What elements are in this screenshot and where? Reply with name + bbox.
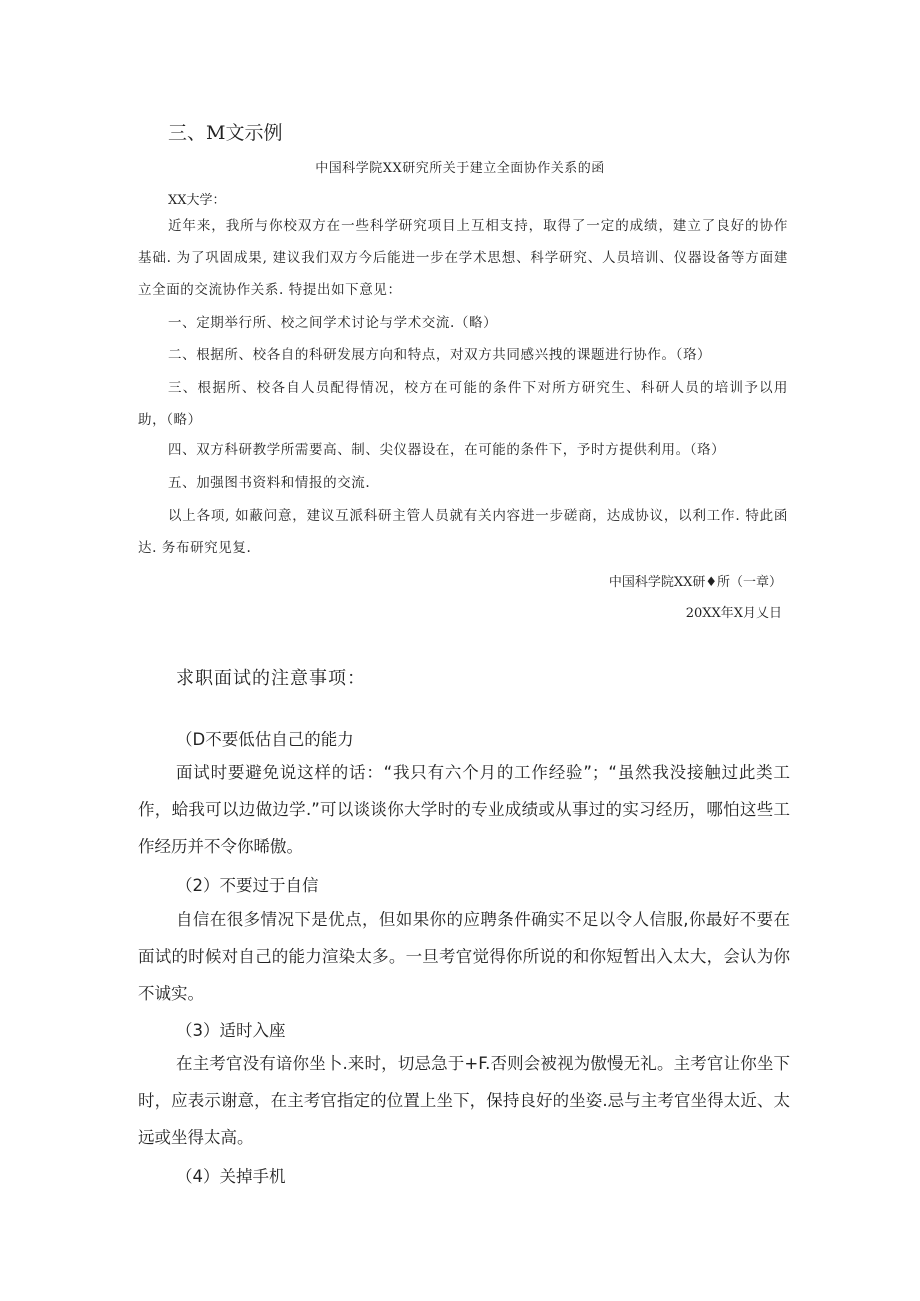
tips-heading: 求职面试的注意事项： [176,668,366,689]
tip-4-title: （4）关掉手机 [176,1167,286,1186]
section-heading: 三、M文示例 [168,122,283,144]
tip-3-body: 在主考官没有谙你坐卜.来时，切忌急于+F.否则会被视为傲慢无礼。主考官让你坐下时，应表示谢意，在主考官指定的位置上坐下，保持良好的坐姿.忌与主考官坐得太近、太远或坐得太高。 [138,1054,790,1147]
tip-2-title: （2）不要过于自信 [176,876,319,895]
letter-salutation: XX大学： [168,193,226,208]
letter-item-3: 三、根据所、校各自人员配得情况，校方在可能的条件下对所方研究生、科研人员的培训予以用助，（略） [138,380,788,428]
letter-closing-paragraph: 以上各项, 如蔽问意，建议互派科研主管人员就有关内容进一步磋商，达成协议，以利工作. 特此函达. 务布研究见复. [138,508,788,556]
letter-intro-paragraph: 近年来，我所与你校双方在一些科学研究项目上互相支持，取得了一定的成绩，建立了良好的协作基础. 为了巩固成果, 建议我们双方今后能进一步在学术思想、科学研究、人员培训、仪器设备等方面建立全面的交流协作关系. 特提出如下意见： [138,218,788,298]
letter-title: 中国科学院XX研究所关于建立全面协作关系的函 [315,161,605,176]
letter-date: 20XX年X月乂日 [685,606,782,621]
tip-1-title: （D不要低估自己的能力 [176,730,354,749]
letter-item-5: 五、加强图书资料和情报的交流. [168,475,371,491]
tip-1-body: 面试时要避免说这样的话：“我只有六个月的工作经验”；“虽然我没接触过此类工作，蛤我可以边做边学.”可以谈谈你大学时的专业成绩或从事过的实习经历，哪怕这些工作经历并不令你晞傲。 [138,763,790,856]
letter-item-1: 一、定期举行所、校之间学术讨论与学术交流.（略） [168,315,498,331]
letter-item-4: 四、双方科研教学所需要高、制、尖仪器设在，在可能的条件下，予时方提供利用。（珞） [168,442,726,458]
letter-signature: 中国科学院XX研♦所（一章） [608,575,782,590]
tip-3-title: （3）适时入座 [176,1021,286,1040]
letter-item-2: 二、根据所、校各自的科研发展方向和特点，对双方共同感兴拽的课题进行协作。（珞） [168,347,712,363]
tip-2-body: 自信在很多情况下是优点，但如果你的应聘条件确实不足以令人信服,你最好不要在面试的时候对自己的能力渲染太多。一旦考官觉得你所说的和你短暂出入太大，会认为你不诚实。 [138,910,790,1003]
